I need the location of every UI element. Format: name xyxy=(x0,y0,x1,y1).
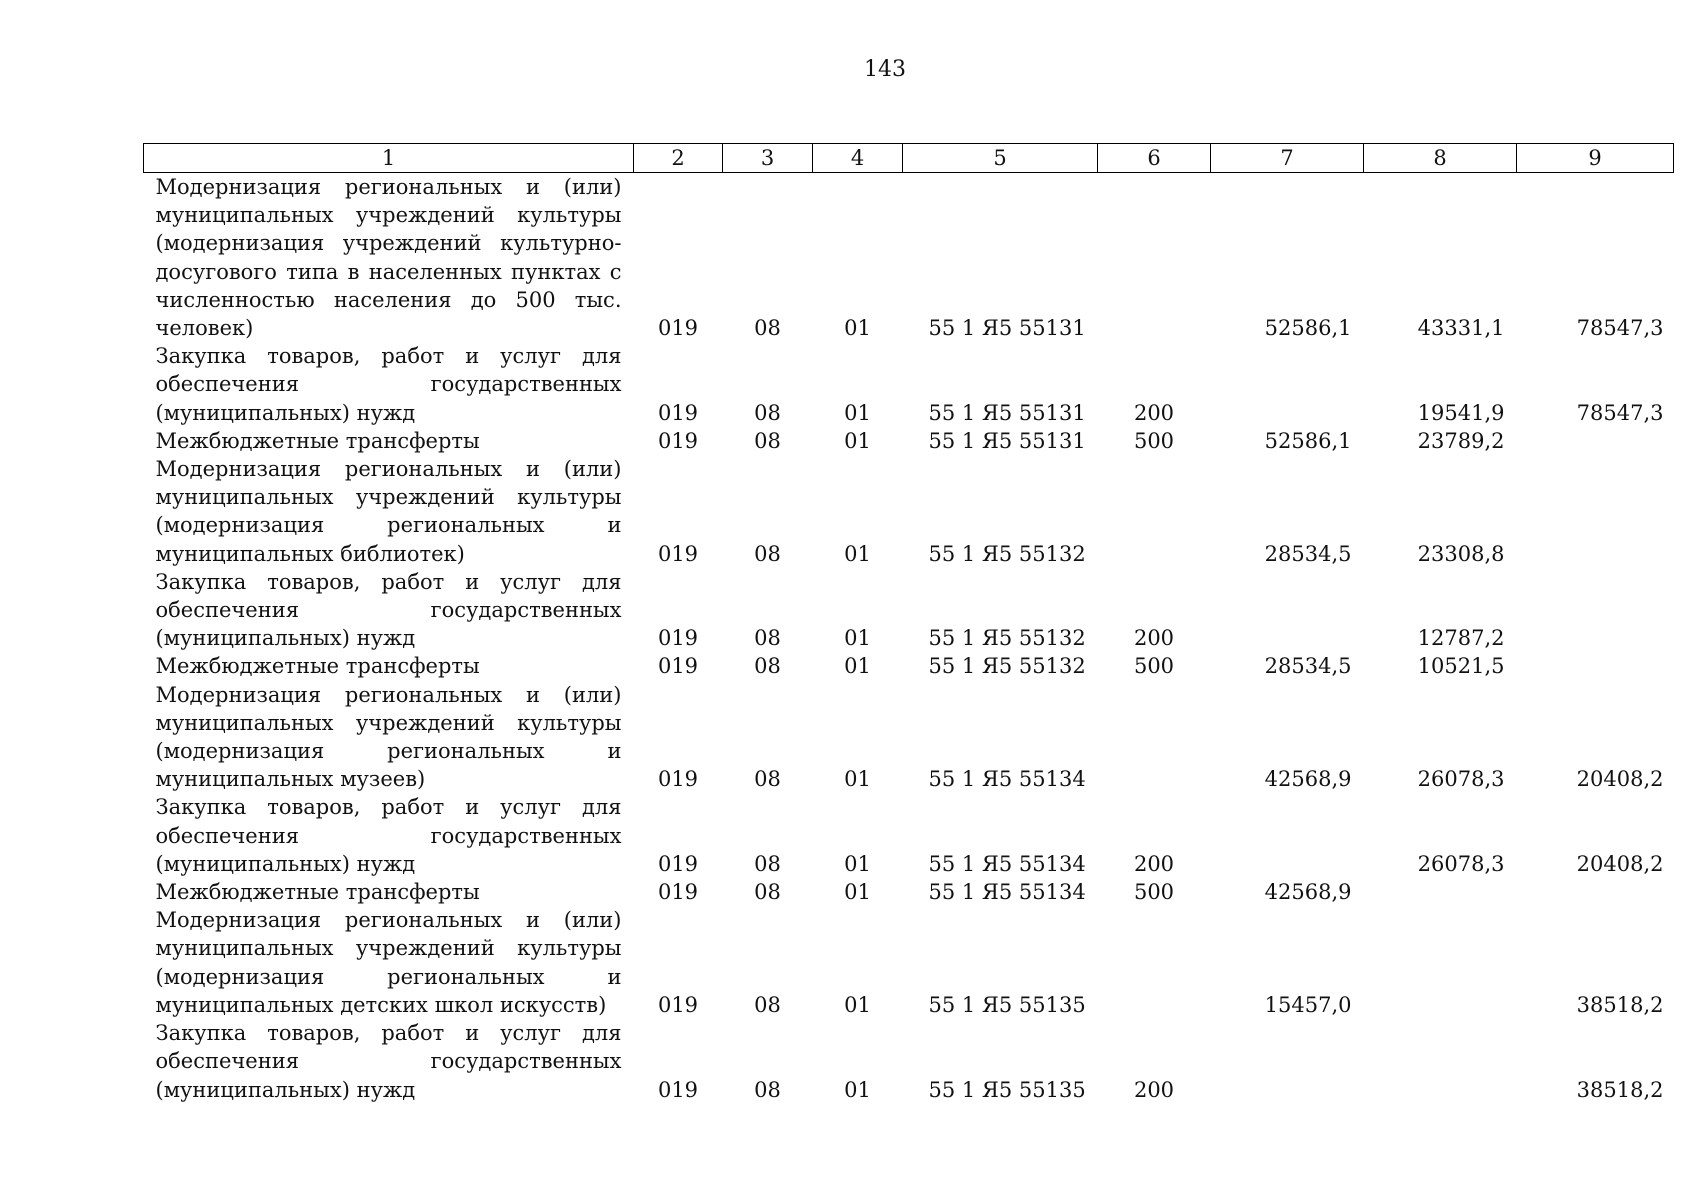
row-value-7: 28534,5 xyxy=(1264,541,1352,566)
row-value-9 xyxy=(1517,652,1674,680)
row-name: Модернизация региональных и (или) муниципальных учреждений культуры (модернизация региональных и муниципальных библиотек) xyxy=(155,457,622,566)
row-name: Закупка товаров, работ и услуг для обеспечения государственных (муниципальных) нужд xyxy=(155,795,622,876)
header-col-6: 6 xyxy=(1098,144,1211,173)
row-value-9: 20408,2 xyxy=(1576,851,1664,876)
row-expense-type: 200 xyxy=(1133,626,1175,651)
table-row xyxy=(144,793,1674,878)
table-header xyxy=(144,144,1674,173)
row-value-9: 78547,3 xyxy=(1576,316,1664,341)
table-row xyxy=(144,455,1674,568)
table-row xyxy=(144,342,1674,427)
row-value-9: 78547,3 xyxy=(1576,400,1664,425)
row-value-8: 26078,3 xyxy=(1417,851,1505,876)
row-target-article: 55 1 Я5 55131 xyxy=(928,400,1086,425)
row-value-7 xyxy=(1211,568,1364,653)
row-value-8: 43331,1 xyxy=(1417,316,1505,341)
row-value-7: 42568,9 xyxy=(1264,880,1352,905)
row-expense-type: 500 xyxy=(1133,654,1175,679)
row-name: Закупка товаров, работ и услуг для обеспечения государственных (муниципальных) нужд xyxy=(155,344,622,425)
row-expense-type: 200 xyxy=(1133,851,1175,876)
row-name: Модернизация региональных и (или) муниципальных учреждений культуры (модернизация учреждений культурно-досугового типа в населенных пунктах с численностью населения до 500 тыс. человек) xyxy=(155,175,622,341)
row-value-8: 19541,9 xyxy=(1417,400,1505,425)
row-grbs: 019 xyxy=(657,400,699,425)
row-value-9 xyxy=(1517,878,1674,906)
table-row xyxy=(144,681,1674,794)
row-grbs: 019 xyxy=(657,654,699,679)
row-section: 08 xyxy=(754,767,781,792)
row-grbs: 019 xyxy=(657,626,699,651)
row-value-7: 15457,0 xyxy=(1264,992,1352,1017)
row-name: Модернизация региональных и (или) муниципальных учреждений культуры (модернизация региональных и муниципальных детских школ искусств) xyxy=(155,908,622,1017)
row-target-article: 55 1 Я5 55132 xyxy=(928,541,1086,566)
row-expense-type: 500 xyxy=(1133,428,1175,453)
row-subsection: 01 xyxy=(844,654,871,679)
row-expense-type xyxy=(1098,455,1211,568)
row-name: Межбюджетные трансферты xyxy=(155,880,480,905)
row-section: 08 xyxy=(754,880,781,905)
row-target-article: 55 1 Я5 55132 xyxy=(928,626,1086,651)
table-row xyxy=(144,568,1674,653)
row-section: 08 xyxy=(754,626,781,651)
header-col-2: 2 xyxy=(634,144,723,173)
row-value-7: 52586,1 xyxy=(1264,316,1352,341)
row-target-article: 55 1 Я5 55131 xyxy=(928,316,1086,341)
table-body xyxy=(144,173,1674,1104)
row-name: Закупка товаров, работ и услуг для обеспечения государственных (муниципальных) нужд xyxy=(155,569,622,651)
row-name: Модернизация региональных и (или) муниципальных учреждений культуры (модернизация региональных и муниципальных музеев) xyxy=(155,682,622,792)
row-name: Межбюджетные трансферты xyxy=(155,428,480,453)
row-target-article: 55 1 Я5 55135 xyxy=(928,1077,1086,1102)
row-target-article: 55 1 Я5 55134 xyxy=(928,767,1086,792)
row-value-8 xyxy=(1364,906,1517,1019)
row-expense-type: 200 xyxy=(1133,1077,1175,1102)
header-col-4: 4 xyxy=(813,144,903,173)
row-target-article: 55 1 Я5 55134 xyxy=(928,880,1086,905)
row-value-8: 23308,8 xyxy=(1417,541,1505,566)
row-value-7: 42568,9 xyxy=(1264,767,1352,792)
page-number: 143 xyxy=(864,57,906,82)
row-grbs: 019 xyxy=(657,541,699,566)
header-col-7: 7 xyxy=(1211,144,1364,173)
header-col-9: 9 xyxy=(1517,144,1674,173)
row-value-7: 52586,1 xyxy=(1264,428,1352,453)
row-value-9: 38518,2 xyxy=(1576,992,1664,1017)
header-col-8: 8 xyxy=(1364,144,1517,173)
header-row xyxy=(144,144,1674,173)
budget-table xyxy=(143,143,1674,1104)
row-value-9 xyxy=(1517,568,1674,653)
row-value-7: 28534,5 xyxy=(1264,654,1352,679)
row-section: 08 xyxy=(754,428,781,453)
row-grbs: 019 xyxy=(657,992,699,1017)
row-value-9 xyxy=(1517,455,1674,568)
row-subsection: 01 xyxy=(844,428,871,453)
row-grbs: 019 xyxy=(657,316,699,341)
row-grbs: 019 xyxy=(657,1077,699,1102)
row-value-7 xyxy=(1211,1019,1364,1104)
row-name: Закупка товаров, работ и услуг для обеспечения государственных (муниципальных) нужд xyxy=(155,1021,622,1102)
table-row xyxy=(144,906,1674,1019)
row-subsection: 01 xyxy=(844,880,871,905)
row-value-8: 23789,2 xyxy=(1417,428,1505,453)
row-value-7 xyxy=(1211,342,1364,427)
table-row xyxy=(144,1019,1674,1104)
row-section: 08 xyxy=(754,541,781,566)
row-expense-type xyxy=(1098,173,1211,343)
row-value-9: 20408,2 xyxy=(1576,767,1664,792)
table-row xyxy=(144,427,1674,455)
row-expense-type xyxy=(1098,906,1211,1019)
row-section: 08 xyxy=(754,400,781,425)
header-col-3: 3 xyxy=(723,144,813,173)
row-value-8: 12787,2 xyxy=(1417,626,1505,651)
row-grbs: 019 xyxy=(657,428,699,453)
row-target-article: 55 1 Я5 55134 xyxy=(928,851,1086,876)
row-value-9: 38518,2 xyxy=(1576,1077,1664,1102)
row-grbs: 019 xyxy=(657,767,699,792)
row-section: 08 xyxy=(754,851,781,876)
row-grbs: 019 xyxy=(657,851,699,876)
row-value-7 xyxy=(1211,793,1364,878)
row-expense-type: 200 xyxy=(1133,400,1175,425)
row-subsection: 01 xyxy=(844,1077,871,1102)
row-section: 08 xyxy=(754,1077,781,1102)
row-name: Межбюджетные трансферты xyxy=(155,654,480,679)
row-subsection: 01 xyxy=(844,767,871,792)
row-target-article: 55 1 Я5 55131 xyxy=(928,428,1086,453)
row-target-article: 55 1 Я5 55132 xyxy=(928,654,1086,679)
row-subsection: 01 xyxy=(844,400,871,425)
row-subsection: 01 xyxy=(844,992,871,1017)
row-subsection: 01 xyxy=(844,541,871,566)
table-row xyxy=(144,878,1674,906)
row-subsection: 01 xyxy=(844,626,871,651)
row-expense-type xyxy=(1098,681,1211,794)
header-col-1: 1 xyxy=(144,144,634,173)
table-row xyxy=(144,652,1674,680)
row-section: 08 xyxy=(754,654,781,679)
row-subsection: 01 xyxy=(844,851,871,876)
header-col-5: 5 xyxy=(903,144,1098,173)
row-expense-type: 500 xyxy=(1133,880,1175,905)
row-subsection: 01 xyxy=(844,316,871,341)
row-value-8: 10521,5 xyxy=(1417,654,1505,679)
row-section: 08 xyxy=(754,316,781,341)
row-section: 08 xyxy=(754,992,781,1017)
row-value-9 xyxy=(1517,427,1674,455)
row-value-8: 26078,3 xyxy=(1417,767,1505,792)
row-value-8 xyxy=(1364,1019,1517,1104)
table-row xyxy=(144,173,1674,343)
row-target-article: 55 1 Я5 55135 xyxy=(928,992,1086,1017)
row-value-8 xyxy=(1364,878,1517,906)
row-grbs: 019 xyxy=(657,880,699,905)
